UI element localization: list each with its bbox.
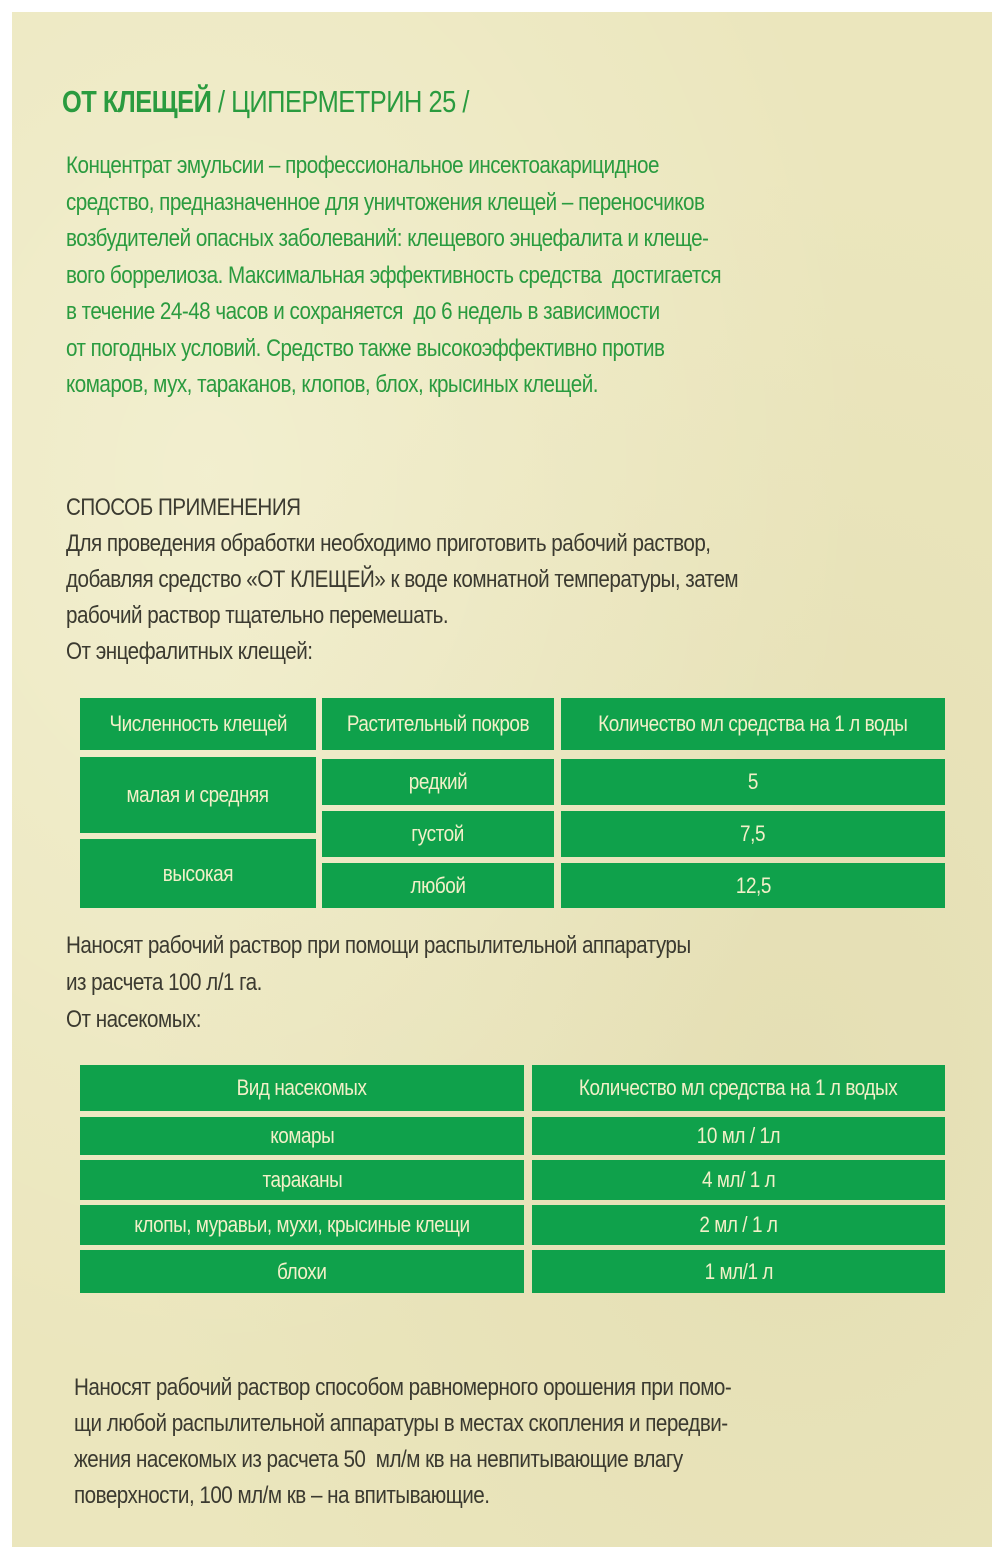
intro-line: возбудителей опасных заболеваний: клещевого энцефалита и клеще-	[66, 225, 709, 252]
ticks-application-note	[66, 927, 691, 1038]
note-line: Наносят рабочий раствор при помощи распылительной аппаратуры	[66, 932, 691, 959]
insects-cell-amount: 1 мл/1 л	[532, 1250, 945, 1293]
intro-line: комаров, мух, тараканов, клопов, блох, крысиных клещей.	[66, 371, 598, 398]
ticks-header-cover: Растительный покров	[322, 698, 554, 750]
insects-subheading: От насекомых:	[66, 1006, 202, 1033]
final-line: щи любой распылительной аппаратуры в местах скопления и передви-	[74, 1410, 728, 1437]
product-title	[62, 84, 469, 120]
title-bold: ОТ КЛЕЩЕЙ	[62, 84, 212, 119]
intro-line: Концентрат эмульсии – профессиональное инсектоакарицидное	[66, 152, 659, 179]
insects-header-type: Вид насекомых	[80, 1065, 524, 1111]
final-line: жения насекомых из расчета 50 мл/м кв на невпитывающие влагу	[74, 1446, 683, 1473]
final-line: Наносят рабочий раствор способом равномерного орошения при помо-	[74, 1374, 732, 1401]
insects-cell-amount: 10 мл / 1л	[532, 1117, 945, 1155]
insects-cell-amount: 4 мл/ 1 л	[532, 1160, 945, 1200]
method-line: Для проведения обработки необходимо приготовить рабочий раствор,	[66, 530, 711, 557]
method-section	[66, 490, 738, 670]
method-heading: СПОСОБ ПРИМЕНЕНИЯ	[66, 494, 301, 521]
ticks-cell-population: высокая	[80, 839, 316, 908]
ticks-cell-cover: густой	[322, 811, 554, 857]
insects-cell-type: тараканы	[80, 1160, 524, 1200]
insects-header-amount: Количество мл средства на 1 л водых	[532, 1065, 945, 1111]
ticks-cell-cover: редкий	[322, 759, 554, 805]
title-ingredient: / ЦИПЕРМЕТРИН 25 /	[211, 84, 469, 119]
method-line: рабочий раствор тщательно перемешать.	[66, 602, 449, 629]
intro-line: вого боррелиоза. Максимальная эффективность средства достигается	[66, 261, 722, 289]
ticks-cell-amount: 7,5	[561, 811, 945, 857]
note-line: из расчета 100 л/1 га.	[66, 969, 262, 996]
intro-line: от погодных условий. Средство также высокоэффективно против	[66, 334, 665, 362]
insects-cell-type: клопы, муравьи, мухи, крысиные клещи	[80, 1205, 524, 1245]
ticks-header-population: Численность клещей	[80, 698, 316, 750]
insects-cell-type: блохи	[80, 1250, 524, 1293]
intro-paragraph	[66, 148, 721, 404]
ticks-header-amount: Количество мл средства на 1 л воды	[561, 698, 945, 750]
ticks-subheading: От энцефалитных клещей:	[66, 638, 313, 665]
insects-cell-type: комары	[80, 1117, 524, 1155]
insects-application-note	[74, 1370, 731, 1514]
ticks-cell-amount: 12,5	[561, 863, 945, 908]
method-line: добавляя средство «ОТ КЛЕЩЕЙ» к воде комнатной температуры, затем	[66, 566, 739, 593]
ticks-cell-amount: 5	[561, 759, 945, 805]
insects-cell-amount: 2 мл / 1 л	[532, 1205, 945, 1245]
ticks-cell-population: малая и средняя	[80, 757, 316, 833]
intro-line: средство, предназначенное для уничтожения клещей – переносчиков	[66, 188, 705, 216]
intro-line: в течение 24-48 часов и сохраняется до 6 недель в зависимости	[66, 298, 660, 325]
ticks-cell-cover: любой	[322, 863, 554, 908]
final-line: поверхности, 100 мл/м кв – на впитывающие.	[74, 1482, 490, 1509]
